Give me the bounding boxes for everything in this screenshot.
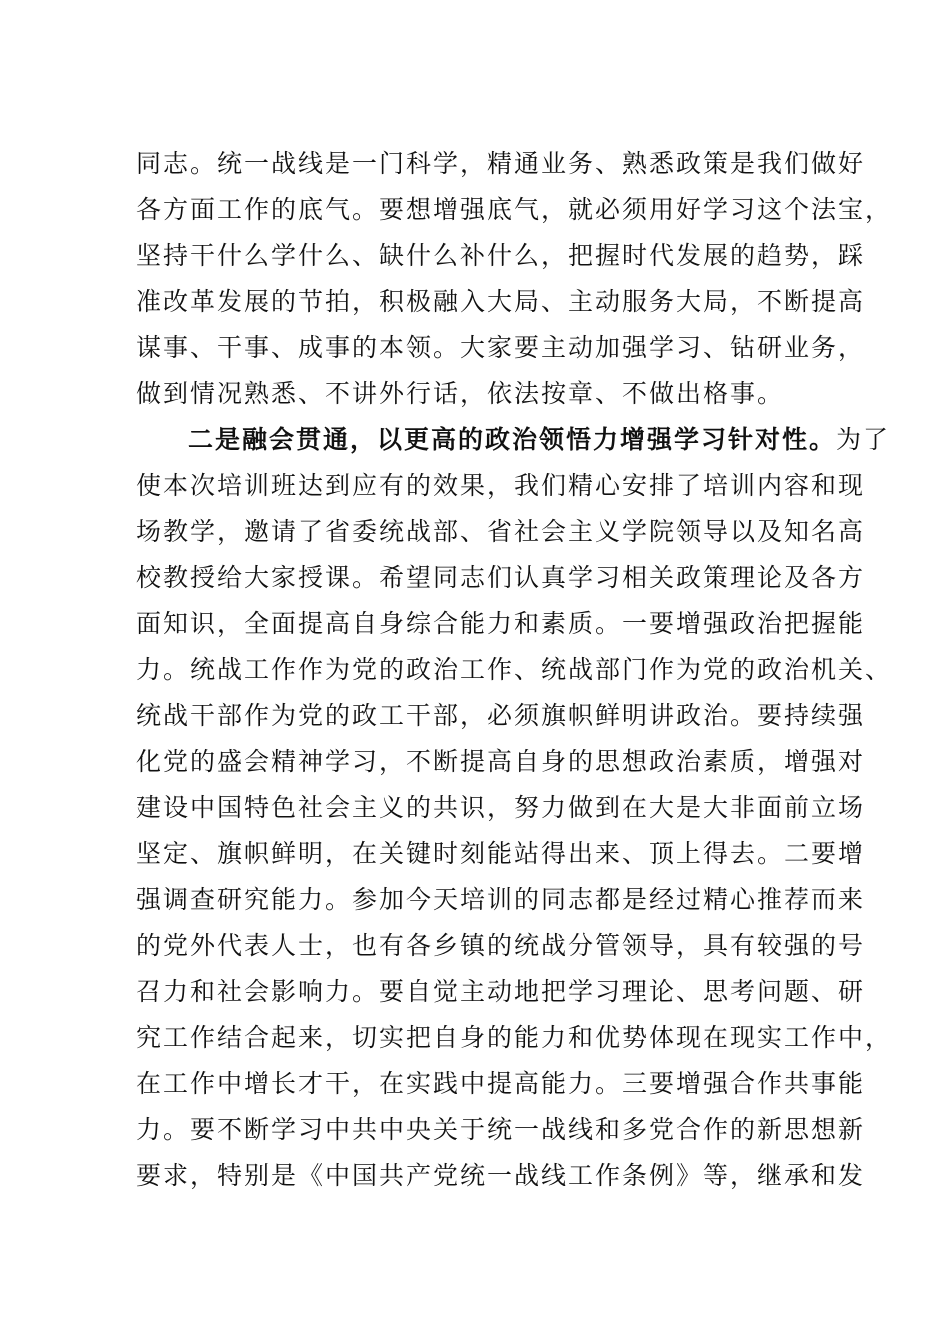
text-line: 在工作中增长才干，在实践中提高能力。三要增强合作共事能	[136, 1069, 866, 1098]
text-line: 究工作结合起来，切实把自身的能力和优势体现在现实工作中，	[136, 1023, 893, 1052]
body-text	[136, 141, 893, 1199]
text-line: 要求，特别是《中国共产党统一战线工作条例》等，继承和发	[136, 1161, 866, 1190]
text-line: 各方面工作的底气。要想增强底气，就必须用好学习这个法宝，	[136, 195, 893, 224]
text-line: 使本次培训班达到应有的效果，我们精心安排了培训内容和现	[136, 471, 866, 500]
text-line: 统战干部作为党的政工干部，必须旗帜鲜明讲政治。要持续强	[136, 701, 866, 730]
text-line: 谋事、干事、成事的本领。大家要主动加强学习、钻研业务，	[136, 333, 866, 362]
text-line: 坚持干什么学什么、缺什么补什么，把握时代发展的趋势，踩	[136, 241, 866, 270]
text-line: 力。统战工作作为党的政治工作、统战部门作为党的政治机关、	[136, 655, 893, 684]
text-line: 场教学，邀请了省委统战部、省社会主义学院领导以及知名高	[136, 517, 866, 546]
section-heading: 二是融会贯通，以更高的政治领悟力增强学习针对性。	[188, 425, 837, 454]
text-line: 准改革发展的节拍，积极融入大局、主动服务大局，不断提高	[136, 287, 866, 316]
text-line: 化党的盛会精神学习，不断提高自身的思想政治素质，增强对	[136, 747, 866, 776]
text-line: 力。要不断学习中共中央关于统一战线和多党合作的新思想新	[136, 1115, 866, 1144]
text-line-paragraph-start	[136, 417, 891, 463]
text-line-rest: 为了	[836, 425, 891, 454]
text-line: 召力和社会影响力。要自觉主动地把学习理论、思考问题、研	[136, 977, 866, 1006]
text-line: 面知识，全面提高自身综合能力和素质。一要增强政治把握能	[136, 609, 866, 638]
text-line: 建设中国特色社会主义的共识，努力做到在大是大非面前立场	[136, 793, 866, 822]
text-line: 坚定、旗帜鲜明，在关键时刻能站得出来、顶上得去。二要增	[136, 839, 866, 868]
text-line: 校教授给大家授课。希望同志们认真学习相关政策理论及各方	[136, 563, 866, 592]
text-line: 的党外代表人士，也有各乡镇的统战分管领导，具有较强的号	[136, 931, 866, 960]
text-line: 强调查研究能力。参加今天培训的同志都是经过精心推荐而来	[136, 885, 866, 914]
text-line: 同志。统一战线是一门科学，精通业务、熟悉政策是我们做好	[136, 149, 866, 178]
text-line-paragraph-end: 做到情况熟悉、不讲外行话，依法按章、不做出格事。	[136, 379, 785, 408]
